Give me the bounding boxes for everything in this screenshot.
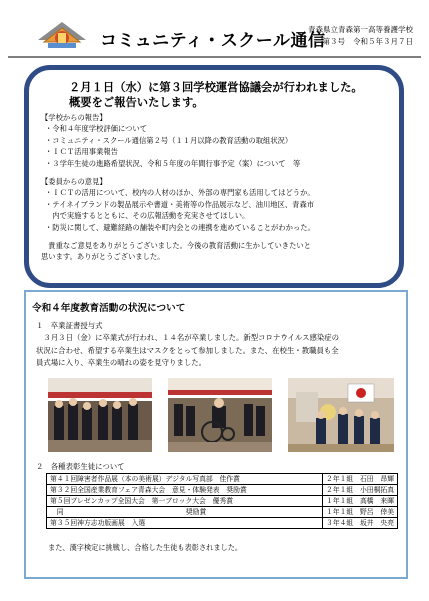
school-crest-icon xyxy=(36,18,88,50)
activities-box xyxy=(24,290,408,579)
school-info xyxy=(308,24,413,48)
award-name: 第３５回神方志功版画展 入選 xyxy=(47,518,323,529)
wheelchair-student-photo xyxy=(168,378,272,452)
closing-line: 思います。ありがとうございました。 xyxy=(41,252,165,262)
table-row xyxy=(47,507,398,518)
award-name: 同 奨励賞 xyxy=(47,507,323,518)
opinion-item: ・テイネイブランドの製品展示や書道・美術等の作品展示など、油川地区、青森市 xyxy=(45,199,315,209)
award-class: １年１組 高橋 来暉 xyxy=(323,496,398,507)
activities-title: 令和４年度教育活動の状況について xyxy=(32,303,186,314)
header xyxy=(8,18,421,52)
award-class: ３年４組 坂井 央亮 xyxy=(323,518,398,529)
awards-table xyxy=(46,473,398,529)
kanji-test-note: また、漢字検定に挑戦し、合格した生徒も表彰されました。 xyxy=(48,543,243,552)
report-heading: 【学校からの報告】 xyxy=(41,113,107,122)
award-name: 第５回プレゼンカップ全国大会 第一ブロック大会 優秀賞 xyxy=(47,496,323,507)
council-report-box xyxy=(24,65,404,288)
closing-line: 貴重なご意見をありがとうございました。今後の教育活動に生かしていきたいと xyxy=(41,241,311,251)
newsletter-title: コミュニティ・スクール通信 xyxy=(100,31,326,51)
graduation-section xyxy=(36,320,400,369)
report-item: ・コミュニティ・スクール通信第２号（１１月以降の教育活動の取組状況） xyxy=(45,135,293,145)
table-row xyxy=(47,518,398,529)
heading-line-2: 概要をご報告いたします。 xyxy=(69,96,204,109)
award-class: １年１組 野呂 倖美 xyxy=(323,507,398,518)
heading-line-1: ２月１日（水）に第３回学校運営協議会が行われました。 xyxy=(69,81,363,94)
issue-date: 令和５年３月７日 xyxy=(353,37,413,46)
section-line: 状況に合わせ、希望する卒業生はマスクをとって参加しました。また、在校生・教職員も全 xyxy=(36,345,339,355)
award-class: ２年１組 石田 昂輝 xyxy=(323,474,398,485)
opinion-heading: 【委員からの意見】 xyxy=(41,177,107,187)
award-name: 第４１回障害者作品展（本の美術展）デジタル写真部 佳作賞 xyxy=(47,474,323,485)
opinion-item: ・ＩＣＴの活用について、校内の人材のほか、外部の専門家も活用してはどうか。 xyxy=(45,188,315,198)
report-item: ・３学年生徒の進路希望状況、令和５年度の年間行事予定（案）について 等 xyxy=(45,158,301,168)
award-class: ２年１組 小田桐拓真 xyxy=(323,485,398,496)
school-name: 青森県立青森第一高等養護学校 xyxy=(308,25,413,34)
table-row xyxy=(47,474,398,485)
award-name: 第３２回全国産業教育フェア青森大会 意見・体験発表 奨励賞 xyxy=(47,485,323,496)
gymnasium-flag-photo xyxy=(288,378,394,452)
issue-number: 第３号 xyxy=(322,37,345,46)
ceremony-photo xyxy=(48,378,152,452)
opinion-item: ・防災に関して、避難経路の舗装や町内会との連携を進めていることがわかった。 xyxy=(45,222,315,232)
section-line: 員式場に入り、卒業生の晴れの姿を見守りました。 xyxy=(36,357,206,367)
section-heading: １ 卒業証書授与式 xyxy=(36,321,103,330)
header-rule xyxy=(8,56,421,58)
report-item: ・令和４年度学校評価について xyxy=(45,124,148,134)
table-row xyxy=(47,496,398,507)
table-row xyxy=(47,485,398,496)
council-heading xyxy=(69,80,363,110)
report-item: ・ＩＣＴ活用事業報告 xyxy=(45,147,118,157)
awards-heading: ２ 各種表彰生徒について xyxy=(36,462,125,471)
section-line: ３月３日（金）に卒業式が行われ、１４名が卒業しました。新型コロナウイルス感染症の xyxy=(36,333,340,343)
opinion-item: 内で実施するとともに、その広報活動を充実させてほしい。 xyxy=(45,211,250,221)
council-body xyxy=(41,112,393,263)
